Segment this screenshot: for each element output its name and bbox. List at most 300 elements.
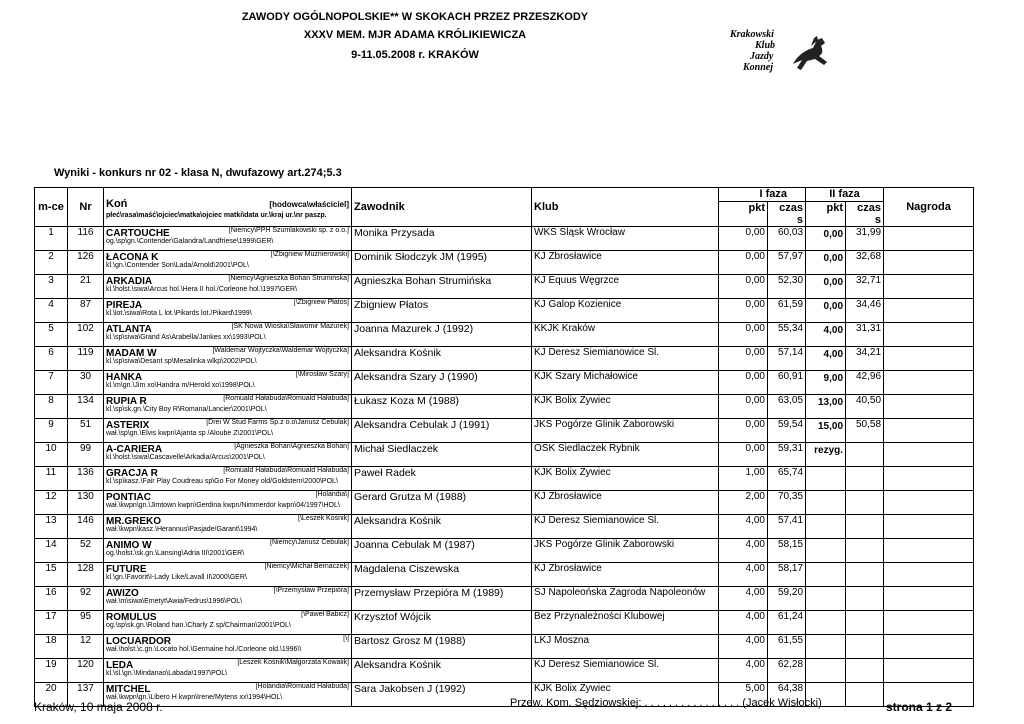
phase1-points: 2,00 [719,491,768,515]
phase1-points: 4,00 [719,515,768,539]
horse-pedigree: kl.\sp\siwa\Grand As\Arabella/Jankes xx\1993\POL\ [106,334,266,341]
horse-owner: [SK Nowa Wioska\Sławomir Mazurek] [231,323,349,330]
horse-name: ASTERIX [106,420,150,431]
start-number: 30 [68,371,104,395]
place: 10 [35,443,68,467]
horse-owner: [\Przemysław Przepióra] [273,587,349,594]
place: 12 [35,491,68,515]
horse-name: ŁACONA K [106,252,159,263]
award [884,395,974,419]
start-number: 116 [68,227,104,251]
horse-pedigree: kl.\holst.\siwa\Cascavelle\Arkadia/Arcus\2001\POL\ [106,454,265,461]
horse-owner: [Niemcy\Michał Bernaczek] [264,563,349,570]
phase1-time: 61,59 [768,299,806,323]
phase2-time [846,467,884,491]
start-number: 12 [68,635,104,659]
horse-owner: [Romuald Hałabuda\Romuald Hałabuda] [223,395,349,402]
horse-cell [104,491,352,515]
horse-pedigree: kl.\m\gn.\Jim xo\Handra m/Herold xo\1998\POL\ [106,382,255,389]
rider: Aleksandra Cebulak J (1991) [352,419,532,443]
phase1-points: 1,00 [719,467,768,491]
table-row [35,251,974,275]
phase1-time: 62,28 [768,659,806,683]
phase2-time: 42,96 [846,371,884,395]
phase2-points [806,539,846,563]
phase2-points [806,467,846,491]
phase1-time: 57,97 [768,251,806,275]
horse-pedigree: kl.\sp\sk.gn.\City Boy R\Romana/Lancier\2001\POL\ [106,406,267,413]
footer-place-date: Kraków, 10 maja 2008 r. [34,700,163,714]
club: Bez Przynależności Klubowej [532,611,719,635]
table-row [35,419,974,443]
table-row [35,227,974,251]
phase1-points: 4,00 [719,587,768,611]
table-row [35,347,974,371]
horse-cell [104,515,352,539]
place: 9 [35,419,68,443]
award [884,539,974,563]
phase2-points: 0,00 [806,251,846,275]
horse-pedigree: kl.\sp\kasz.\Fair Play Coudreau sp\Go For Money old/Goldstern\2000\POL\ [106,478,338,485]
award [884,347,974,371]
horse-pedigree: wał.\kwpn\kasz.\Herannus\Pasjade/Garant\1994\ [106,526,258,533]
phase1-points: 0,00 [719,371,768,395]
club: KKJK Kraków [532,323,719,347]
phase1-points: 5,00 [719,683,768,707]
place: 3 [35,275,68,299]
start-number: 146 [68,515,104,539]
phase1-time: 60,91 [768,371,806,395]
table-row [35,683,974,707]
club: OSK Siedlaczek Rybnik [532,443,719,467]
col-phase1: I faza [719,188,806,202]
rider: Gerard Grutza M (1988) [352,491,532,515]
phase2-time [846,587,884,611]
phase1-points: 4,00 [719,563,768,587]
rider: Krzysztof Wójcik [352,611,532,635]
col-nr: Nr [68,188,104,227]
start-number: 128 [68,563,104,587]
phase2-time: 40,50 [846,395,884,419]
place: 11 [35,467,68,491]
table-row [35,611,974,635]
phase2-points: 13,00 [806,395,846,419]
rider: Agnieszka Bohan Strumińska [352,275,532,299]
phase1-points: 4,00 [719,539,768,563]
rider: Zbigniew Płatos [352,299,532,323]
phase2-points [806,635,846,659]
club: KJ Galop Kozienice [532,299,719,323]
col-phase2: II faza [806,188,884,202]
horse-name: PONTIAC [106,492,151,503]
start-number: 130 [68,491,104,515]
horse-pedigree: og.\sp\sk.gn.\Roland han.\Charly Z sp/Chairman\2001\POL\ [106,622,291,629]
horse-name: AWIZO [106,588,139,599]
rider: Magdalena Ciszewska [352,563,532,587]
horse-owner: [Drei W Stud Farms Sp.z o.o\Janusz Cebulak] [206,419,349,426]
horse-name: A-CARIERA [106,444,163,455]
col-t1: czas s [768,202,806,227]
phase1-time: 57,14 [768,347,806,371]
horse-owner: [\Zbigniew Płatos] [293,299,349,306]
award [884,251,974,275]
place: 13 [35,515,68,539]
place: 6 [35,347,68,371]
club: KJK Bolix Żywiec [532,395,719,419]
place: 8 [35,395,68,419]
rider: Aleksandra Kośnik [352,659,532,683]
horse-cell [104,371,352,395]
start-number: 120 [68,659,104,683]
phase2-points: 0,00 [806,275,846,299]
horse-name: MADAM W [106,348,157,359]
horse-owner: [Leszek Kośnik\Małgorzata Kowalik] [237,659,349,666]
place: 20 [35,683,68,707]
phase1-time: 63,05 [768,395,806,419]
rider: Monika Przysada [352,227,532,251]
phase1-points: 0,00 [719,299,768,323]
table-row [35,515,974,539]
horse-owner: [Niemcy\PPH Szumlakowski sp. z o.o.] [228,227,349,234]
competition-subtitle: Wyniki - konkurs nr 02 - klasa N, dwufazowy art.274;5.3 [54,167,342,179]
award [884,419,974,443]
club: KJ Zbrosławice [532,491,719,515]
place: 2 [35,251,68,275]
horse-cell [104,251,352,275]
horse-pedigree: wał.\kwpn\gn.\Jimtown kwpn\Gerdina kwpn/Nimmerdor kwpn\04/1997\HOL\ [106,502,340,509]
horse-owner: [\] [343,635,349,642]
rider: Przemysław Przepióra M (1989) [352,587,532,611]
award [884,563,974,587]
horse-cell [104,347,352,371]
award [884,515,974,539]
horse-cell [104,227,352,251]
award [884,611,974,635]
col-place: m-ce [35,188,68,227]
horse-pedigree: og.\holst.\sk.gn.\Lansing\Adria III\2001\GER\ [106,550,245,557]
start-number: 119 [68,347,104,371]
phase1-points: 4,00 [719,611,768,635]
phase1-time: 59,31 [768,443,806,467]
club: KJ Zbrosławice [532,563,719,587]
phase1-points: 0,00 [719,443,768,467]
phase1-time: 61,55 [768,635,806,659]
horse-name: GRACJA R [106,468,158,479]
phase1-time: 58,17 [768,563,806,587]
phase1-points: 4,00 [719,635,768,659]
phase2-points: 0,00 [806,299,846,323]
rider: Michał Siedlaczek [352,443,532,467]
award [884,275,974,299]
phase2-points [806,611,846,635]
award [884,659,974,683]
club: LKJ Moszna [532,635,719,659]
phase1-time: 60,03 [768,227,806,251]
start-number: 52 [68,539,104,563]
phase2-time: 34,21 [846,347,884,371]
col-horse: Koń [hodowca\właściciel] płeć\rasa\maść\ojciec\matka\ojciec matki\data ur.\kraj ur.\nr paszp. [104,188,352,227]
horse-pedigree: kl.\holst.\siwa\Arcus hol.\Hera II hol./Corleone hol.\1997\GER\ [106,286,298,293]
rider: Joanna Mazurek J (1992) [352,323,532,347]
horse-pedigree: kl.\sp\siwa\Desant sp\Mesalinka wlkp\2002\POL\ [106,358,257,365]
horse-name: ARKADIA [106,276,153,287]
event-dates: 9-11.05.2008 r. KRAKÓW [351,49,479,61]
horse-cell [104,395,352,419]
horse-name: ATLANTA [106,324,152,335]
phase2-time [846,611,884,635]
table-row [35,563,974,587]
phase1-points: 0,00 [719,395,768,419]
club: JKS Pogórze Glinik Zaborowski [532,539,719,563]
horse-owner: [Holandia\] [315,491,349,498]
horse-pedigree: kl.\lot.\siwa\Rota L lot.\Pikards lot./Pikard\1999\ [106,310,252,317]
phase1-points: 0,00 [719,227,768,251]
horse-pedigree: wał.\m\siwa\Emetyt\Awia/Fedrus\1996\POL\ [106,598,243,605]
rider: Aleksandra Kośnik [352,347,532,371]
table-row [35,395,974,419]
phase1-time: 59,54 [768,419,806,443]
event-memorial: XXXV MEM. MJR ADAMA KRÓLIKIEWICZA [303,29,527,41]
horse-cell [104,323,352,347]
award [884,587,974,611]
phase2-time: 31,31 [846,323,884,347]
horse-cell [104,635,352,659]
phase2-time [846,491,884,515]
table-row [35,587,974,611]
col-p2: pkt [806,202,846,227]
horse-name: CARTOUCHE [106,228,170,239]
club: KJ Equus Węgrzce [532,275,719,299]
phase1-time: 55,34 [768,323,806,347]
phase1-time: 70,35 [768,491,806,515]
place: 5 [35,323,68,347]
horse-name: ROMULUS [106,612,157,623]
place: 18 [35,635,68,659]
club: KJ Deresz Siemianowice Śl. [532,515,719,539]
start-number: 126 [68,251,104,275]
start-number: 137 [68,683,104,707]
horse-name: LEDA [106,660,134,671]
place: 19 [35,659,68,683]
horse-pedigree: wał.\kwpn\gn.\Libero H kwpn\Irene/Mytens xx\1994\HOL\ [106,694,283,701]
rider: Dominik Słodczyk JM (1995) [352,251,532,275]
horse-name: FUTURE [106,564,147,575]
horse-pedigree: wał.\sp\gn.\Elvis kwpn\Ajanta sp /Aloube Z\2001\POL\ [106,430,273,437]
horse-cell [104,275,352,299]
club: KJK Bolix Żywiec [532,683,719,707]
horse-owner: [Waldemar Wojtyczka\Waldemar Wojtyczka] [212,347,349,354]
rider: Joanna Cebulak M (1987) [352,539,532,563]
award [884,635,974,659]
rider: Sara Jakobsen J (1992) [352,683,532,707]
phase1-points: 0,00 [719,251,768,275]
phase1-points: 4,00 [719,659,768,683]
start-number: 102 [68,323,104,347]
award [884,467,974,491]
phase1-time: 61,24 [768,611,806,635]
place: 15 [35,563,68,587]
horse-cell [104,419,352,443]
horse-pedigree: kl.\śl.\gn.\Mindanao\Labada\1997\POL\ [106,670,228,677]
rider: Paweł Radek [352,467,532,491]
club: WKS Śląsk Wrocław [532,227,719,251]
col-award: Nagroda [884,188,974,227]
horse-cell [104,587,352,611]
award [884,491,974,515]
start-number: 51 [68,419,104,443]
phase1-time: 52,30 [768,275,806,299]
phase2-time: 50,58 [846,419,884,443]
place: 17 [35,611,68,635]
horse-pedigree: wał.\holst.\c.gn.\Locato hol.\Germaine hol./Corleone old.\1996\\ [106,646,302,653]
table-row [35,299,974,323]
phase2-time [846,443,884,467]
award [884,371,974,395]
club: SJ Napoleońska Zagroda Napoleonów [532,587,719,611]
place: 16 [35,587,68,611]
horse-owner: [Niemcy\Agnieszka Bohan Strumińska] [228,275,349,282]
place: 1 [35,227,68,251]
club: KJK Bolix Żywiec [532,467,719,491]
club: KJ Zbrosławice [532,251,719,275]
phase2-points: 15,00 [806,419,846,443]
col-club: Klub [532,188,719,227]
horse-name: ANIMO W [106,540,152,551]
phase1-points: 0,00 [719,323,768,347]
table-row [35,371,974,395]
place: 4 [35,299,68,323]
phase2-points [806,491,846,515]
horse-owner: [Holandia\Romuald Hałabuda] [255,683,349,690]
horse-jumper-icon [787,34,833,74]
horse-owner: [\Leszek Kośnik] [298,515,349,522]
club-logo: Krakowski Klub Jazdy Konnej [725,30,835,80]
horse-owner: [Agnieszka Bohan\Agnieszka Bohan] [234,443,349,450]
phase2-time [846,635,884,659]
horse-owner: [Romuald Hałabuda\Romuald Hałabuda] [223,467,349,474]
phase1-points: 0,00 [719,275,768,299]
phase2-points [806,587,846,611]
horse-pedigree: kl.\gn.\Favorit\I-Lady Like/Lavall II\2000\GER\ [106,574,247,581]
horse-cell [104,611,352,635]
phase2-time [846,539,884,563]
phase2-points: rezyg. [806,443,846,467]
award [884,227,974,251]
phase1-points: 0,00 [719,419,768,443]
phase2-points: 4,00 [806,347,846,371]
table-row [35,539,974,563]
horse-name: LOCUARDOR [106,636,171,647]
award [884,299,974,323]
phase2-time: 32,68 [846,251,884,275]
table-row [35,659,974,683]
award [884,323,974,347]
phase1-time: 64,38 [768,683,806,707]
event-title: ZAWODY OGÓLNOPOLSKIE** W SKOKACH PRZEZ PRZESZKODY [241,11,589,23]
place: 7 [35,371,68,395]
col-t2: czas s [846,202,884,227]
phase2-points: 9,00 [806,371,846,395]
horse-owner: [\Zbigniew Mużnierowski] [270,251,349,258]
phase2-time: 32,71 [846,275,884,299]
rider: Łukasz Koza M (1988) [352,395,532,419]
horse-cell [104,659,352,683]
phase2-points [806,515,846,539]
club: KJ Deresz Siemianowice Śl. [532,347,719,371]
horse-name: MITCHEL [106,684,151,695]
horse-name: RUPIA R [106,396,147,407]
start-number: 99 [68,443,104,467]
horse-pedigree: kl.\gn.\Contender Son\Lada/Arnold\2001\POL\ [106,262,249,269]
start-number: 95 [68,611,104,635]
start-number: 21 [68,275,104,299]
phase2-time: 34,46 [846,299,884,323]
start-number: 92 [68,587,104,611]
horse-cell [104,299,352,323]
footer-page: strona 1 z 2 [886,700,953,714]
horse-owner: [Niemcy\Janusz Cebulak] [270,539,349,546]
club: KJ Deresz Siemianowice Śl. [532,659,719,683]
phase1-points: 0,00 [719,347,768,371]
start-number: 87 [68,299,104,323]
horse-cell [104,563,352,587]
place: 14 [35,539,68,563]
phase2-time [846,563,884,587]
results-table [34,187,974,707]
phase2-points [806,563,846,587]
start-number: 136 [68,467,104,491]
phase2-points: 4,00 [806,323,846,347]
horse-cell [104,443,352,467]
horse-name: MR.GREKO [106,516,161,527]
horse-pedigree: og.\sp\gn.\Contender\Galandra/Landfriese\1999\GER\ [106,238,274,245]
rider: Aleksandra Szary J (1990) [352,371,532,395]
phase1-time: 59,20 [768,587,806,611]
table-row [35,491,974,515]
phase2-time [846,659,884,683]
table-row [35,443,974,467]
start-number: 134 [68,395,104,419]
header-row [35,188,974,202]
phase2-time [846,683,884,707]
col-p1: pkt [719,202,768,227]
award [884,443,974,467]
table-row [35,323,974,347]
table-row [35,467,974,491]
rider: Bartosz Grosz M (1988) [352,635,532,659]
phase1-time: 58,15 [768,539,806,563]
club: JKS Pogórze Glinik Zaborowski [532,419,719,443]
phase2-time [846,515,884,539]
phase1-time: 57,41 [768,515,806,539]
rider: Aleksandra Kośnik [352,515,532,539]
horse-name: HANKA [106,372,143,383]
horse-owner: [\Paweł Babicz] [301,611,349,618]
table-row [35,635,974,659]
club: KJK Szary Michałowice [532,371,719,395]
horse-name: PIREJA [106,300,143,311]
col-rider: Zawodnik [352,188,532,227]
phase2-points [806,659,846,683]
horse-owner: [\Mirosław Szary] [295,371,349,378]
horse-cell [104,467,352,491]
footer-judge: Przew. Kom. Sędziowskiej: . . . . . . . . . . . . . . . . (Jacek Wisłocki) [510,697,822,709]
table-row [35,275,974,299]
horse-cell [104,539,352,563]
phase2-points: 0,00 [806,227,846,251]
phase2-time: 31,99 [846,227,884,251]
phase1-time: 65,74 [768,467,806,491]
